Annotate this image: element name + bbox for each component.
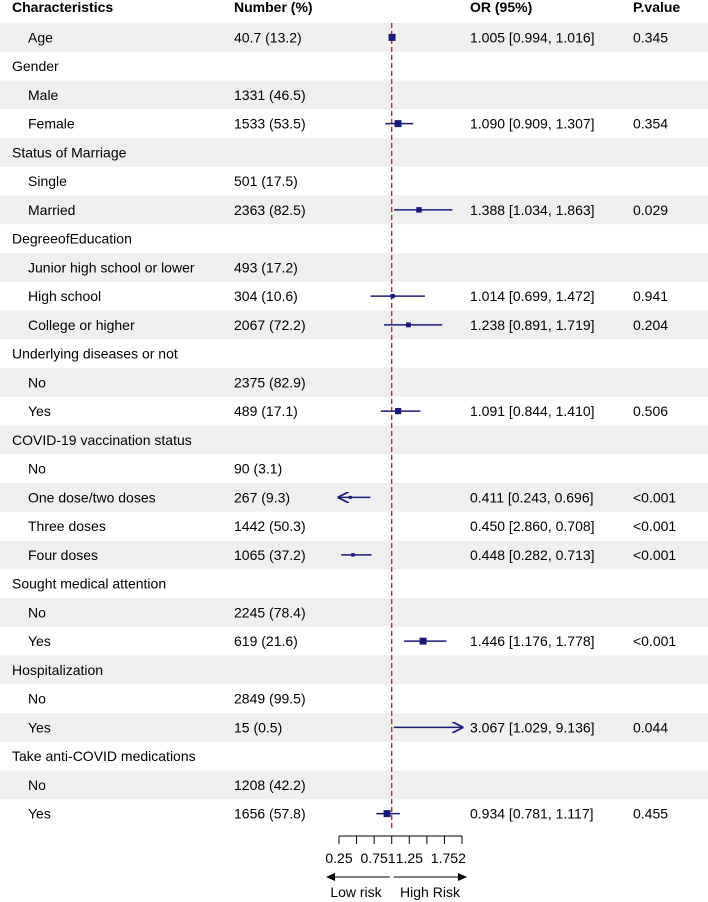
row-band <box>0 656 708 685</box>
row-pvalue: <0.001 <box>633 489 677 506</box>
row-label: Sought medical attention <box>12 575 167 592</box>
row-band <box>0 196 708 225</box>
row-label: Female <box>28 115 75 132</box>
row-label: Yes <box>28 719 51 736</box>
point-estimate <box>395 408 401 414</box>
row-number: 619 (21.6) <box>234 633 298 650</box>
row-pvalue: <0.001 <box>633 546 677 563</box>
low-risk-label: Low risk <box>330 884 382 900</box>
row-label: College or higher <box>28 316 135 333</box>
row-label: Yes <box>28 805 51 822</box>
row-number: 90 (3.1) <box>234 460 283 477</box>
row-pvalue: 0.506 <box>633 403 669 420</box>
row-or: 1.091 [0.844, 1.410] <box>470 403 595 420</box>
row-pvalue: 0.204 <box>633 316 669 333</box>
row-number: 2067 (72.2) <box>234 316 306 333</box>
row-band <box>0 771 708 800</box>
row-label: Three doses <box>28 518 106 535</box>
row-label: Status of Marriage <box>12 144 127 161</box>
row-label: Married <box>28 201 76 218</box>
row-number: 2363 (82.5) <box>234 201 306 218</box>
row-label: Age <box>28 29 53 46</box>
row-number: 304 (10.6) <box>234 288 298 305</box>
row-band <box>0 713 708 742</box>
row-label: Yes <box>28 403 51 420</box>
row-or: 1.090 [0.909, 1.307] <box>470 115 595 132</box>
row-label: Gender <box>12 58 59 75</box>
row-number: 501 (17.5) <box>234 173 298 190</box>
row-or: 0.448 [0.282, 0.713] <box>470 546 595 563</box>
row-label: No <box>28 690 46 707</box>
row-or: 0.450 [2.860, 0.708] <box>470 518 595 535</box>
x-tick-label: 0.75 <box>360 850 388 866</box>
row-band <box>0 598 708 627</box>
row-label: No <box>28 604 46 621</box>
row-or: 1.005 [0.994, 1.016] <box>470 29 595 46</box>
row-label: Four doses <box>28 546 99 563</box>
row-band <box>0 23 708 52</box>
high-risk-label: High Risk <box>400 884 460 900</box>
row-pvalue: 0.029 <box>633 201 669 218</box>
row-label: Underlying diseases or not <box>12 345 178 362</box>
row-band <box>0 368 708 397</box>
point-estimate <box>461 726 463 728</box>
point-estimate <box>351 553 354 556</box>
row-or: 0.411 [0.243, 0.696] <box>470 489 594 506</box>
row-number: 1656 (57.8) <box>234 805 306 822</box>
row-label: Male <box>28 86 59 103</box>
point-estimate <box>384 810 391 817</box>
header-number: Number (%) <box>234 0 313 15</box>
x-tick-label: 1.75 <box>430 850 459 866</box>
row-number: 2375 (82.9) <box>234 374 306 391</box>
row-number: 267 (9.3) <box>234 489 291 506</box>
row-label: One dose/two doses <box>28 489 156 506</box>
point-estimate <box>389 34 396 41</box>
row-label: No <box>28 776 46 793</box>
row-label: High school <box>28 288 102 305</box>
row-label: Take anti-COVID medications <box>12 748 196 765</box>
row-number: 493 (17.2) <box>234 259 298 276</box>
header-or: OR (95%) <box>470 0 533 15</box>
row-number: 2245 (78.4) <box>234 604 306 621</box>
row-number: 1331 (46.5) <box>234 86 306 103</box>
row-or: 1.238 [0.891, 1.719] <box>470 316 595 333</box>
row-number: 40.7 (13.2) <box>234 29 302 46</box>
row-label: Hospitalization <box>12 661 104 678</box>
row-label: No <box>28 460 46 477</box>
point-estimate <box>349 496 352 499</box>
row-number: 489 (17.1) <box>234 403 298 420</box>
row-pvalue: <0.001 <box>633 518 677 535</box>
point-estimate <box>420 638 427 645</box>
row-number: 15 (0.5) <box>234 719 283 736</box>
row-number: 1208 (42.2) <box>234 776 306 793</box>
point-estimate <box>395 120 402 127</box>
row-number: 1442 (50.3) <box>234 518 306 535</box>
header-characteristics: Characteristics <box>12 0 114 15</box>
row-number: 1533 (53.5) <box>234 115 306 132</box>
x-tick-label: 0.25 <box>325 850 353 866</box>
row-label: COVID-19 vaccination status <box>12 431 192 448</box>
row-or: 1.446 [1.176, 1.778] <box>470 633 595 650</box>
point-estimate <box>391 294 395 298</box>
row-band <box>0 81 708 110</box>
row-label: Single <box>28 173 67 190</box>
x-tick-label: 2 <box>458 850 466 866</box>
row-number: 2849 (99.5) <box>234 690 306 707</box>
row-or: 3.067 [1.029, 9.136] <box>470 719 595 736</box>
x-tick-label: 1 <box>387 850 396 866</box>
row-label: No <box>28 374 46 391</box>
row-pvalue: 0.455 <box>633 805 669 822</box>
row-number: 1065 (37.2) <box>234 546 306 563</box>
row-pvalue: 0.941 <box>633 288 669 305</box>
header-pvalue: P.value <box>633 0 681 15</box>
row-pvalue: 0.354 <box>633 115 669 132</box>
row-label: Junior high school or lower <box>28 259 195 276</box>
point-estimate <box>416 207 421 212</box>
row-pvalue: <0.001 <box>633 633 677 650</box>
row-label: DegreeofEducation <box>12 230 132 247</box>
x-tick-label: 1.25 <box>395 850 423 866</box>
row-or: 0.934 [0.781, 1.117] <box>470 805 594 822</box>
row-label: Yes <box>28 633 51 650</box>
row-or: 1.014 [0.699, 1.472] <box>470 288 595 305</box>
point-estimate <box>406 322 411 327</box>
row-pvalue: 0.345 <box>633 29 669 46</box>
row-pvalue: 0.044 <box>633 719 669 736</box>
row-or: 1.388 [1.034, 1.863] <box>470 201 595 218</box>
